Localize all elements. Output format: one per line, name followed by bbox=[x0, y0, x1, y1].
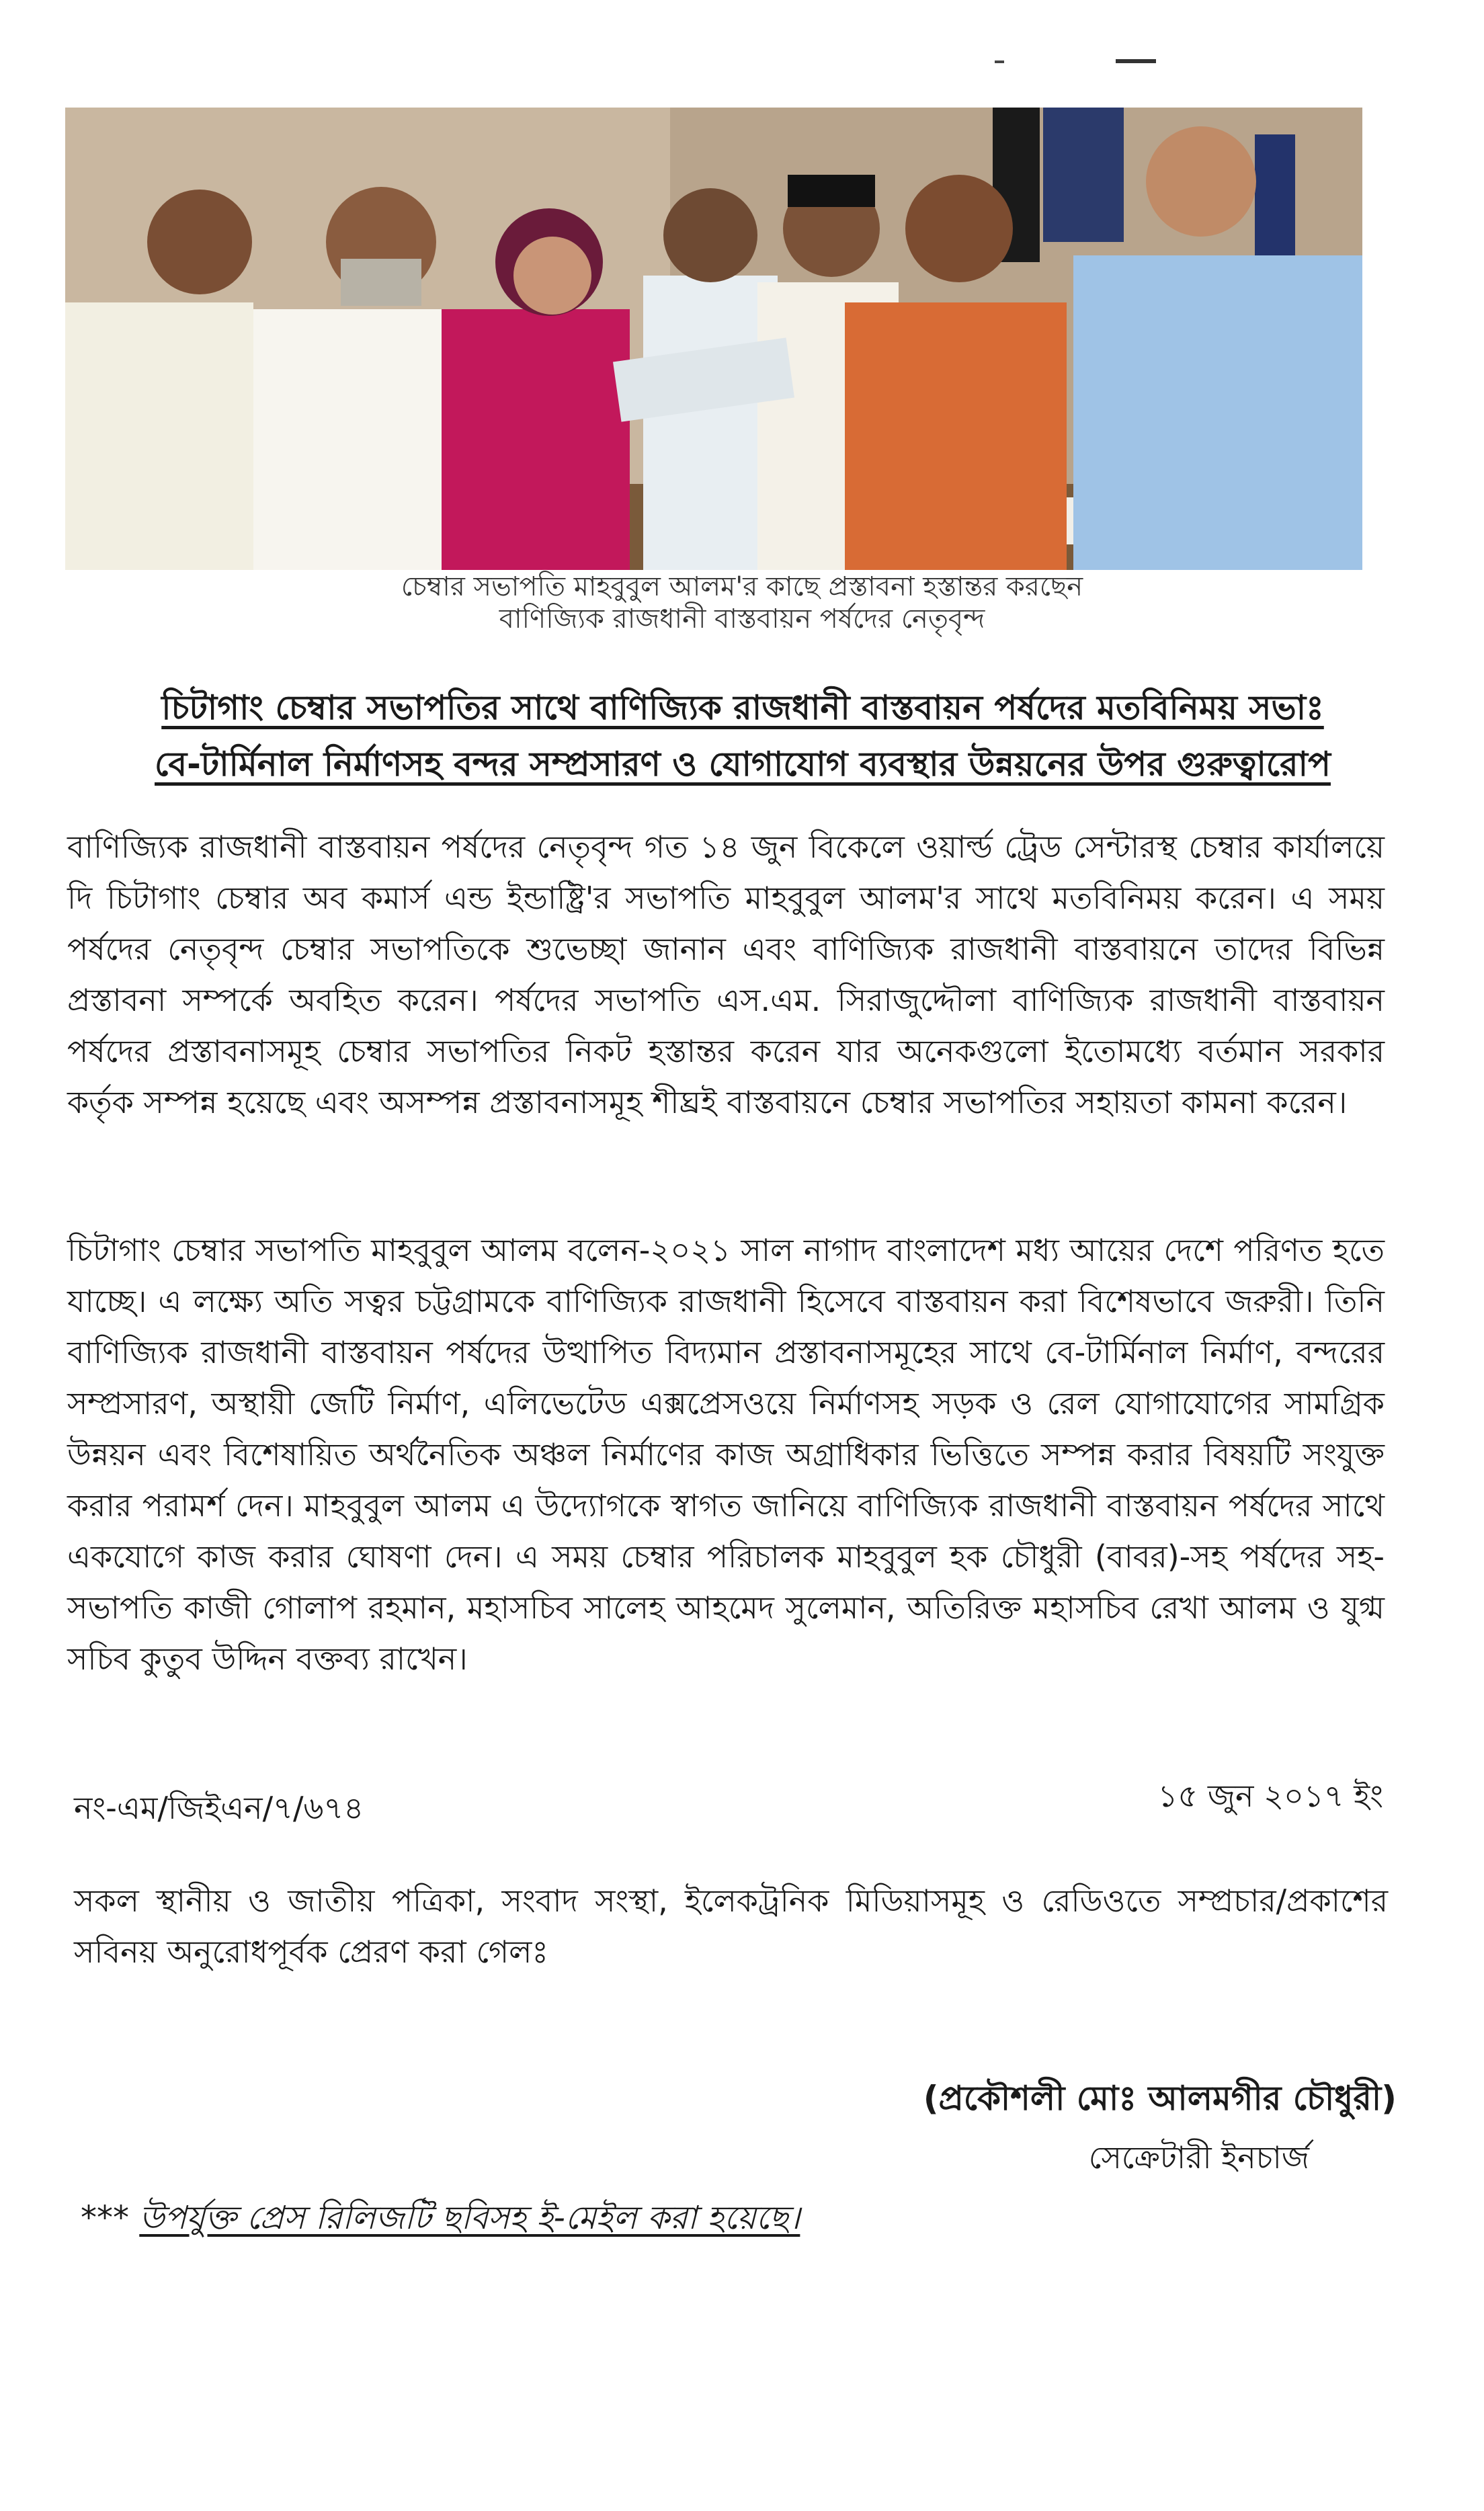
photo-caption-line1: চেম্বার সভাপতি মাহবুবুল আলম'র কাছে প্রস্তাবনা হস্তান্তর করছেন bbox=[401, 571, 1083, 602]
headline-line1: চিটাগাং চেম্বার সভাপতির সাথে বাণিজ্যিক রাজধানী বাস্তবায়ন পর্ষদের মতবিনিময় সভাঃ bbox=[161, 688, 1324, 727]
photo-caption-line2: বাণিজ্যিক রাজধানী বাস্তবায়ন পর্ষদের নেতৃবৃন্দ bbox=[499, 604, 985, 634]
signatory-name: (প্রকৌশলী মোঃ আলমগীর চৌধুরী) bbox=[923, 2079, 1397, 2118]
reference-number: নং-এম/জিইএন/৭/৬৭৪ bbox=[74, 1790, 364, 1826]
body-paragraph-2: চিটাগাং চেম্বার সভাপতি মাহবুবুল আলম বলেন-২০২১ সাল নাগাদ বাংলাদেশ মধ্য আয়ের দেশে পরিণত হতে যাচ্ছে। এ লক্ষ্যে অতি সত্বর চট্টগ্রামকে বাণিজ্যিক রাজধানী হিসেবে বাস্তবায়ন করা বিশেষভাবে জরুরী। তিনি বাণিজ্যিক রাজধানী বাস্তবায়ন পর্ষদের উত্থাপিত বিদ্যমান প্রস্তাবনাসমূহের সাথে বে-টার্মিনাল নির্মাণ, বন্দরের সম্প্রসারণ, অস্থায়ী জেটি নির্মাণ, এলিভেটেড এক্সপ্রেসওয়ে নির্মাণসহ সড়ক ও রেল যোগাযোগের সামগ্রিক উন্নয়ন এবং বিশেষায়িত অর্থনৈতিক অঞ্চল নির্মাণের কাজ অগ্রাধিকার ভিত্তিতে সম্পন্ন করার বিষয়টি সংযুক্ত করার পরামর্শ দেন। মাহবুবুল আলম এ উদ্যোগকে স্বাগত জানিয়ে বাণিজ্যিক রাজধানী বাস্তবায়ন পর্ষদের সাথে একযোগে কাজ করার ঘোষণা দেন। এ সময় চেম্বার পরিচালক মাহবুবুল হক চৌধুরী (বাবর)-সহ পর্ষদের সহ-সভাপতি কাজী গোলাপ রহমান, মহাসচিব সালেহ আহমেদ সুলেমান, অতিরিক্ত মহাসচিব রেখা আলম ও যুগ্ম সচিব কুতুব উদ্দিন বক্তব্য রাখেন। bbox=[67, 1232, 1385, 1677]
handover-photo bbox=[65, 108, 1362, 570]
footnote-stars: *** bbox=[81, 2199, 129, 2237]
footnote-text: উপর্যুক্ত প্রেস রিলিজটি ছবিসহ ই-মেইল করা হয়েছে। bbox=[139, 2199, 800, 2237]
distribution-note: সকল স্থানীয় ও জাতীয় পত্রিকা, সংবাদ সংস্থা, ইলেকট্রনিক মিডিয়াসমূহ ও রেডিওতে সম্প্রচার/প্রকাশের সবিনয় অনুরোধপূর্বক প্রেরণ করা গেলঃ bbox=[74, 1883, 1388, 1970]
scan-mark bbox=[995, 59, 1156, 65]
email-footnote bbox=[81, 2196, 800, 2239]
signatory-title: সেক্রেটারী ইনচার্জ bbox=[1088, 2139, 1309, 2176]
photo-illustration bbox=[65, 108, 1362, 570]
headline-line2: বে-টার্মিনাল নির্মাণসহ বন্দর সম্প্রসারণ ও যোগাযোগ ব্যবস্থার উন্নয়নের উপর গুরুত্বারোপ bbox=[155, 745, 1331, 784]
release-date: ১৫ জুন ২০১৭ ইং bbox=[1157, 1778, 1383, 1814]
body-paragraph-1: বাণিজ্যিক রাজধানী বাস্তবায়ন পর্ষদের নেতৃবৃন্দ গত ১৪ জুন বিকেলে ওয়ার্ল্ড ট্রেড সেন্টারস্থ চেম্বার কার্যালয়ে দি চিটাগাং চেম্বার অব কমার্স এন্ড ইন্ডাষ্ট্রি'র সভাপতি মাহবুবুল আলম'র সাথে মতবিনিময় করেন। এ সময় পর্ষদের নেতৃবৃন্দ চেম্বার সভাপতিকে শুভেচ্ছা জানান এবং বাণিজ্যিক রাজধানী বাস্তবায়নে তাদের বিভিন্ন প্রস্তাবনা সম্পর্কে অবহিত করেন। পর্ষদের সভাপতি এস.এম. সিরাজুদ্দৌলা বাণিজ্যিক রাজধানী বাস্তবায়ন পর্ষদের প্রস্তাবনাসমূহ চেম্বার সভাপতির নিকট হস্তান্তর করেন যার অনেকগুলো ইতোমধ্যে বর্তমান সরকার কর্তৃক সম্পন্ন হয়েছে এবং অসম্পন্ন প্রস্তাবনাসমূহ শীঘ্রই বাস্তবায়নে চেম্বার সভাপতির সহায়তা কামনা করেন। bbox=[67, 829, 1385, 1120]
